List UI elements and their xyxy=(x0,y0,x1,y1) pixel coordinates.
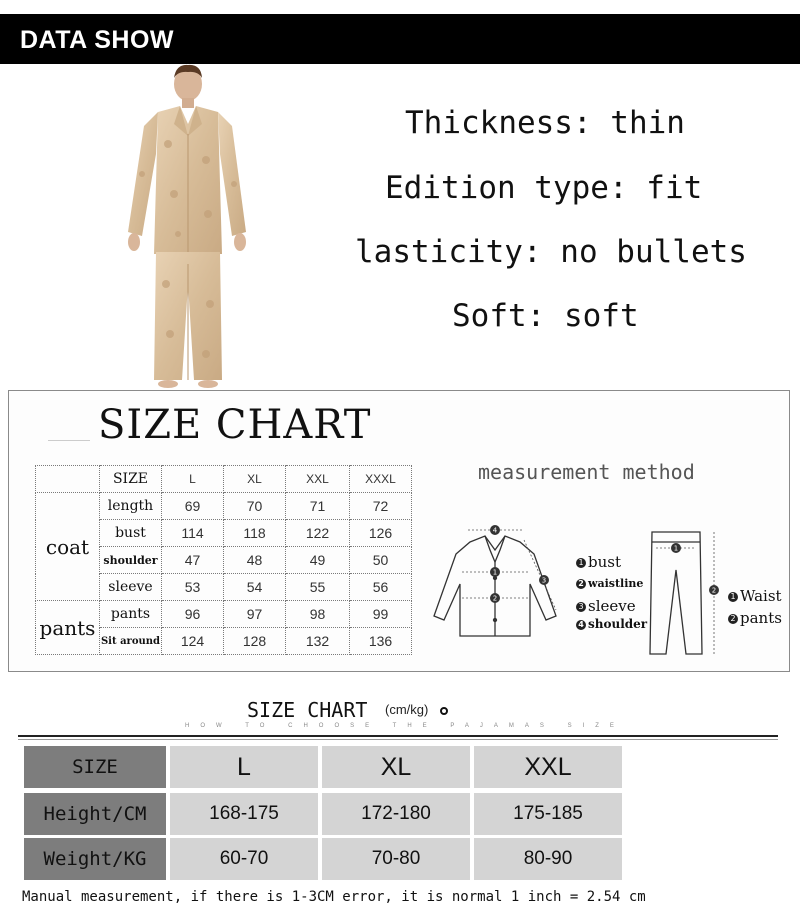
height-cell-xl: 172-180 xyxy=(322,793,470,835)
group-label-pants: pants xyxy=(36,601,100,655)
size-cell-xl: XL xyxy=(322,746,470,788)
divider xyxy=(18,735,778,737)
group-label-coat: coat xyxy=(36,493,100,601)
table-cell: 98 xyxy=(286,601,350,628)
table-header-row xyxy=(36,466,412,493)
legend-waistline xyxy=(576,577,643,590)
model-photo xyxy=(118,64,258,390)
header-title: DATA SHOW xyxy=(20,26,175,54)
size-chart2-unit: (cm/kg) xyxy=(385,702,429,717)
table-cell: 70 xyxy=(224,493,286,520)
legend-bust xyxy=(576,553,621,571)
table-cell: 124 xyxy=(162,628,224,655)
legend-label: shoulder xyxy=(588,617,648,631)
size-chart2-title: SIZE CHART xyxy=(247,698,368,722)
legend-label: Waist xyxy=(740,587,782,605)
table-cell: 97 xyxy=(224,601,286,628)
attribute-elasticity: lasticity: no bullets xyxy=(355,234,747,270)
table-cell: 128 xyxy=(224,628,286,655)
table-cell: 114 xyxy=(162,520,224,547)
number-badge-icon: 2 xyxy=(576,579,586,589)
table-cell: 69 xyxy=(162,493,224,520)
legend-label: pants xyxy=(740,609,782,627)
legend-shoulder xyxy=(576,617,647,631)
circle-icon xyxy=(440,707,448,715)
table-cell: 71 xyxy=(286,493,350,520)
legend-pants xyxy=(728,609,782,627)
table-header-l: L xyxy=(162,466,224,493)
table-cell: 136 xyxy=(350,628,412,655)
table-cell: 53 xyxy=(162,574,224,601)
table-cell: 48 xyxy=(224,547,286,574)
attribute-thickness: Thickness: thin xyxy=(405,105,685,141)
table-row xyxy=(36,601,412,628)
table-cell: 50 xyxy=(350,547,412,574)
height-cell-xxl: 175-185 xyxy=(474,793,622,835)
measurement-method-title: measurement method xyxy=(478,460,695,484)
shirt-outline-icon xyxy=(434,536,556,636)
legend-label: bust xyxy=(588,553,621,571)
header-bar xyxy=(0,14,800,64)
table-cell: 96 xyxy=(162,601,224,628)
weight-cell-xl: 70-80 xyxy=(322,838,470,880)
legend-sleeve xyxy=(576,597,636,615)
row-label-length: length xyxy=(100,493,162,520)
table-cell: 99 xyxy=(350,601,412,628)
legend-waist xyxy=(728,587,782,605)
row-label-sit-around: Sit around xyxy=(100,628,162,655)
size-chart2-subtitle: HOW TO CHOOSE THE PAJAMAS SIZE xyxy=(185,723,625,729)
table-corner-cell xyxy=(36,466,100,493)
table-header-xxl: XXL xyxy=(286,466,350,493)
svg-text:3: 3 xyxy=(541,576,547,585)
number-badge-icon: 1 xyxy=(576,558,586,568)
table-row xyxy=(36,493,412,520)
header-height-cell: Height/CM xyxy=(24,793,166,835)
number-badge-icon: 3 xyxy=(576,602,586,612)
svg-text:2: 2 xyxy=(492,594,498,603)
size-cell-xxl: XXL xyxy=(474,746,622,788)
table-cell: 55 xyxy=(286,574,350,601)
table-cell: 49 xyxy=(286,547,350,574)
table-cell: 47 xyxy=(162,547,224,574)
number-badge-icon: 2 xyxy=(728,614,738,624)
size-chart-table xyxy=(35,465,412,655)
table-cell: 126 xyxy=(350,520,412,547)
divider xyxy=(18,739,778,740)
table-cell: 118 xyxy=(224,520,286,547)
attribute-edition-type: Edition type: fit xyxy=(385,170,703,206)
footnote: Manual measurement, if there is 1-3CM error, it is normal 1 inch = 2.54 cm xyxy=(22,889,646,905)
height-cell-l: 168-175 xyxy=(170,793,318,835)
row-label-sleeve: sleeve xyxy=(100,574,162,601)
number-badge-icon: 4 xyxy=(576,620,586,630)
table-header-size: SIZE xyxy=(100,466,162,493)
table-cell: 132 xyxy=(286,628,350,655)
svg-text:1: 1 xyxy=(673,544,679,553)
svg-text:1: 1 xyxy=(492,568,498,577)
svg-text:2: 2 xyxy=(711,586,717,595)
header-size-cell: SIZE xyxy=(24,746,166,788)
table-cell: 122 xyxy=(286,520,350,547)
table-cell: 56 xyxy=(350,574,412,601)
legend-label: sleeve xyxy=(588,597,636,615)
table-header-xxxl: XXXL xyxy=(350,466,412,493)
row-label-bust: bust xyxy=(100,520,162,547)
attribute-soft: Soft: soft xyxy=(452,298,639,334)
number-badge-icon: 1 xyxy=(728,592,738,602)
size-chart-title: SIZE CHART xyxy=(98,402,372,448)
svg-text:4: 4 xyxy=(492,526,498,535)
size-cell-l: L xyxy=(170,746,318,788)
weight-cell-xxl: 80-90 xyxy=(474,838,622,880)
legend-label: waistline xyxy=(588,577,644,590)
title-dash xyxy=(48,440,90,441)
table-cell: 72 xyxy=(350,493,412,520)
weight-cell-l: 60-70 xyxy=(170,838,318,880)
header-weight-cell: Weight/KG xyxy=(24,838,166,880)
table-cell: 54 xyxy=(224,574,286,601)
table-header-xl: XL xyxy=(224,466,286,493)
row-label-pants: pants xyxy=(100,601,162,628)
row-label-shoulder: shoulder xyxy=(100,547,162,574)
